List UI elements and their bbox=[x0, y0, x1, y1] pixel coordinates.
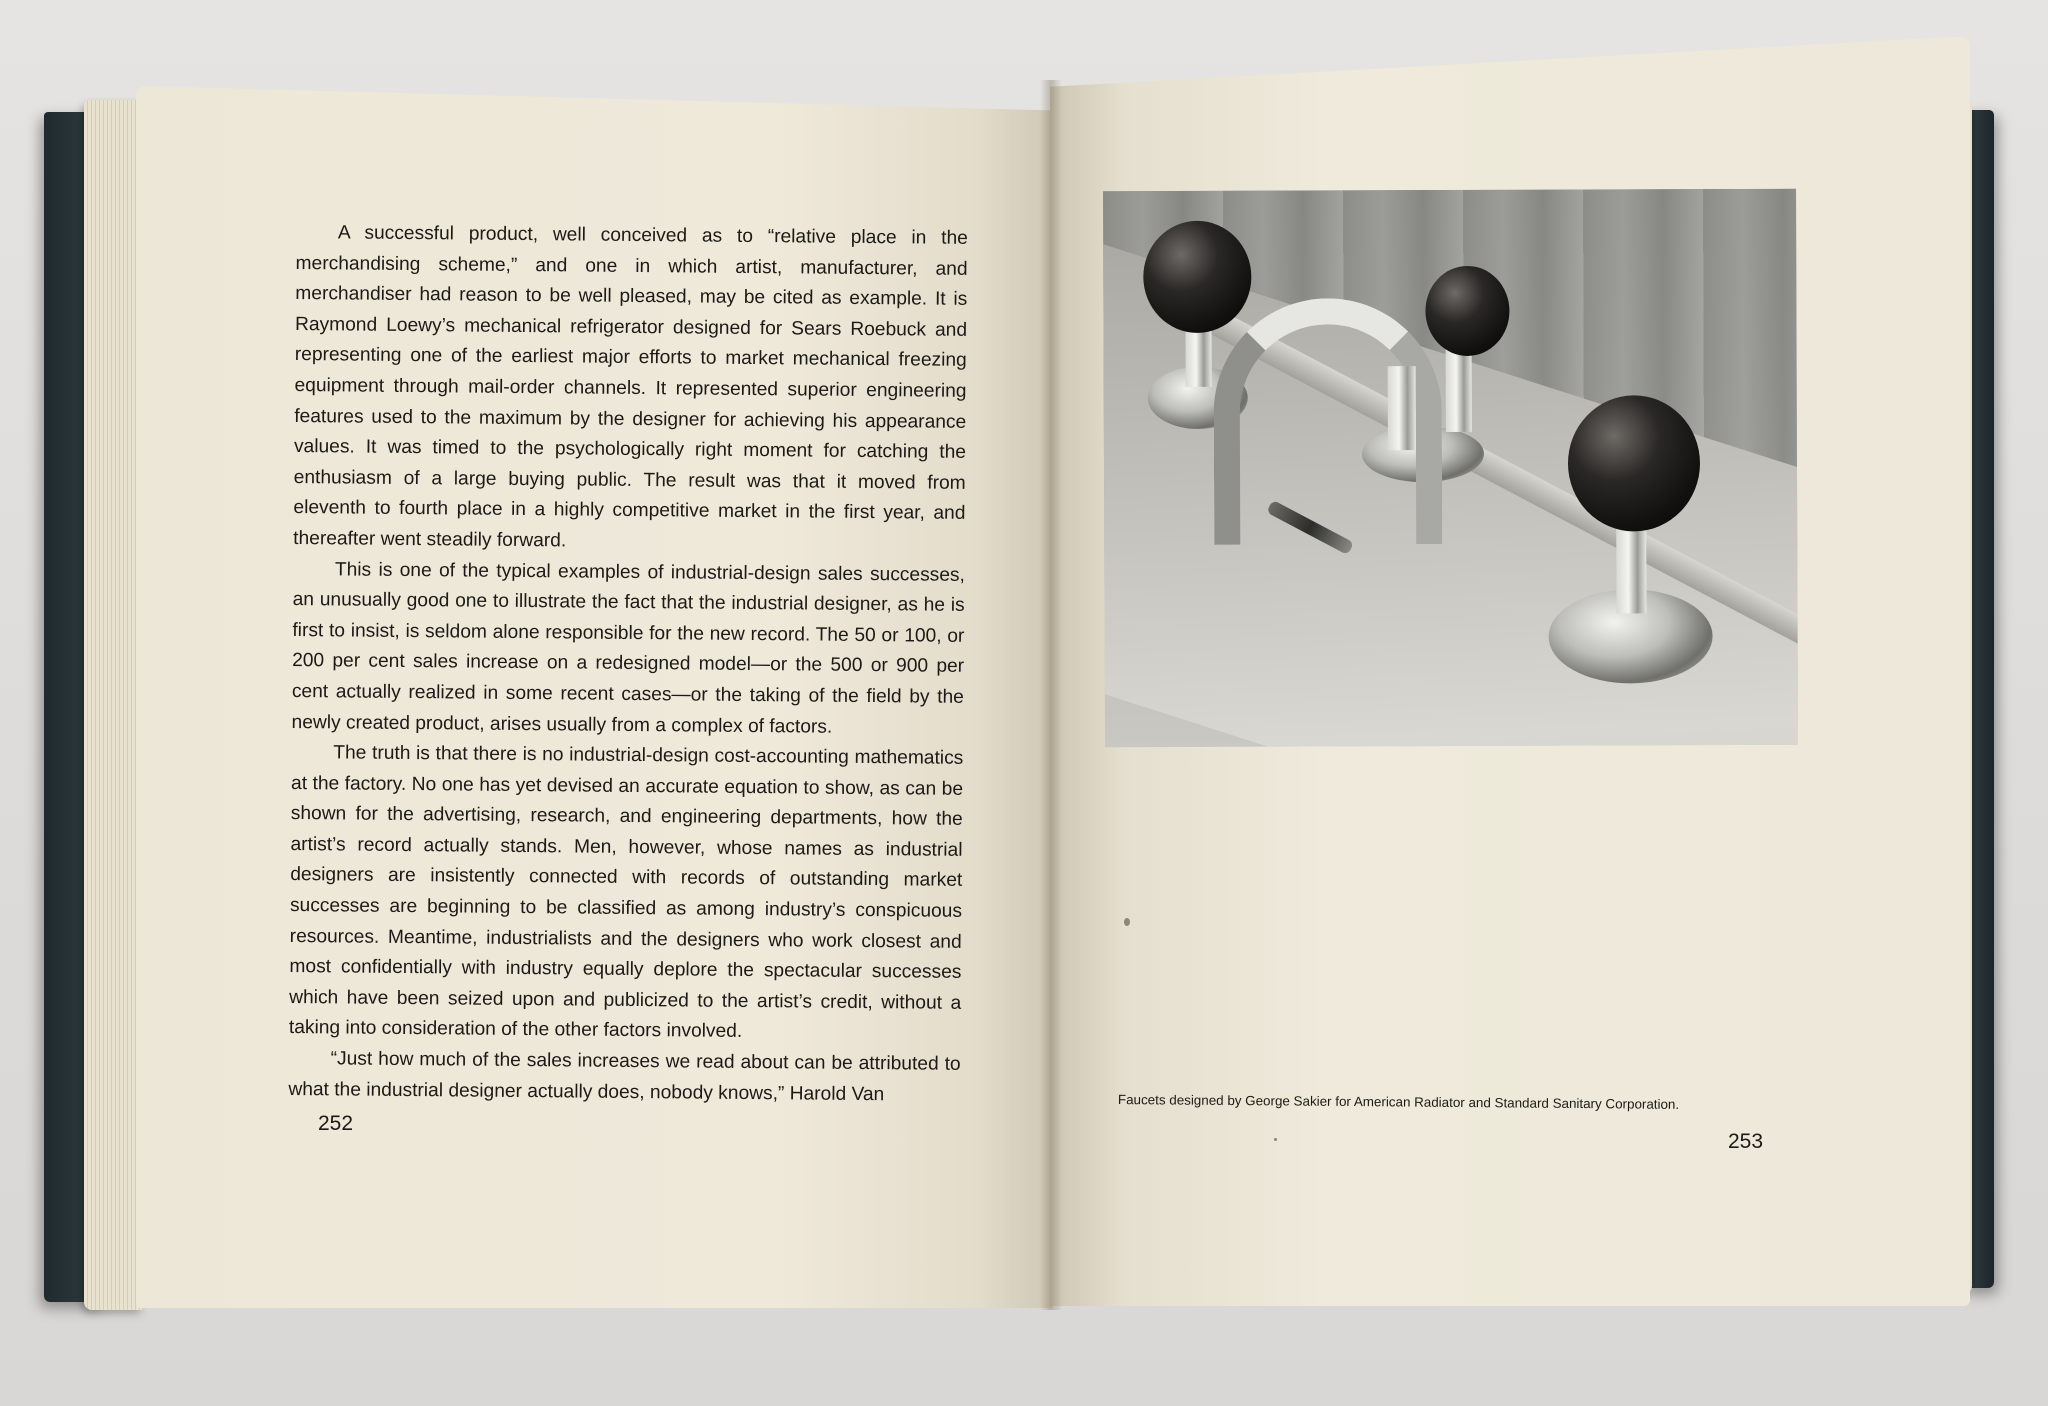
faucet-knob-left bbox=[1143, 221, 1251, 333]
paragraph: The truth is that there is no industrial-design cost-accounting mathematics at the factory. No one has yet devised an accurate equation to show, as can be shown for the advertising, research, and engineering departments, how the artist’s record actually stands. Men, however, whose names as industrial designers are insistently connected with records of outstanding market successes are beginning to be classified as among industry’s conspicuous resources. Meantime, industrialists and the designers who work closest and most confidentially with industry equally deplore the spectacular successes which have been seized upon and publicized to the artist’s credit, without a taking into consideration of the other factors involved. bbox=[288, 742, 964, 1043]
paragraph: This is one of the typical examples of industrial-design sales successes, an unusually good one to illustrate the fact that the industrial designer, as he is first to insist, is seldom alone responsible for the new record. The 50 or 100, or 200 per cent sales increase on a redesigned model—or the 500 or 900 per cent actually realized in some recent cases—or the taking of the field by the newly created product, arises usually from a complex of factors. bbox=[291, 558, 966, 738]
paper-speck bbox=[1124, 918, 1130, 926]
spout-stem bbox=[1388, 366, 1416, 450]
left-page-text bbox=[288, 218, 968, 1111]
page-number-right: 253 bbox=[1728, 1130, 1764, 1153]
photo-caption: Faucets designed by George Sakier for American Radiator and Standard Sanitary Corporation. bbox=[1117, 1092, 1680, 1112]
faucet-photograph bbox=[1103, 189, 1798, 747]
faucet-knob-middle bbox=[1425, 266, 1509, 356]
paper-speck bbox=[1274, 1138, 1277, 1141]
page-number-left: 252 bbox=[318, 1112, 354, 1135]
paragraph: A successful product, well conceived as to “relative place in the merchandising scheme,” and one in which artist, manufacturer, and merchandiser had reason to be well pleased, may be cited as example. It is Raymond Loewy’s mechanical refrigerator designed for Sears Roebuck and representing one of the earliest major efforts to market mechanical freezing equipment through mail-order channels. It represented superior engineering features used to the maximum by the designer for achieving his appearance values. It was timed to the psychologically right moment for catching the enthusiasm of a large buying public. The result was that it moved from eleventh to fourth place in a highly competitive market in the first year, and thereafter went steadily forward. bbox=[293, 222, 968, 552]
book-gutter bbox=[1040, 80, 1062, 1310]
paragraph: “Just how much of the sales increases we read about can be attributed to what the industrial designer actually does, nobody knows,” Harold Van bbox=[288, 1048, 961, 1105]
faucet-knob-right bbox=[1568, 395, 1700, 531]
page-edges-left bbox=[84, 100, 142, 1310]
